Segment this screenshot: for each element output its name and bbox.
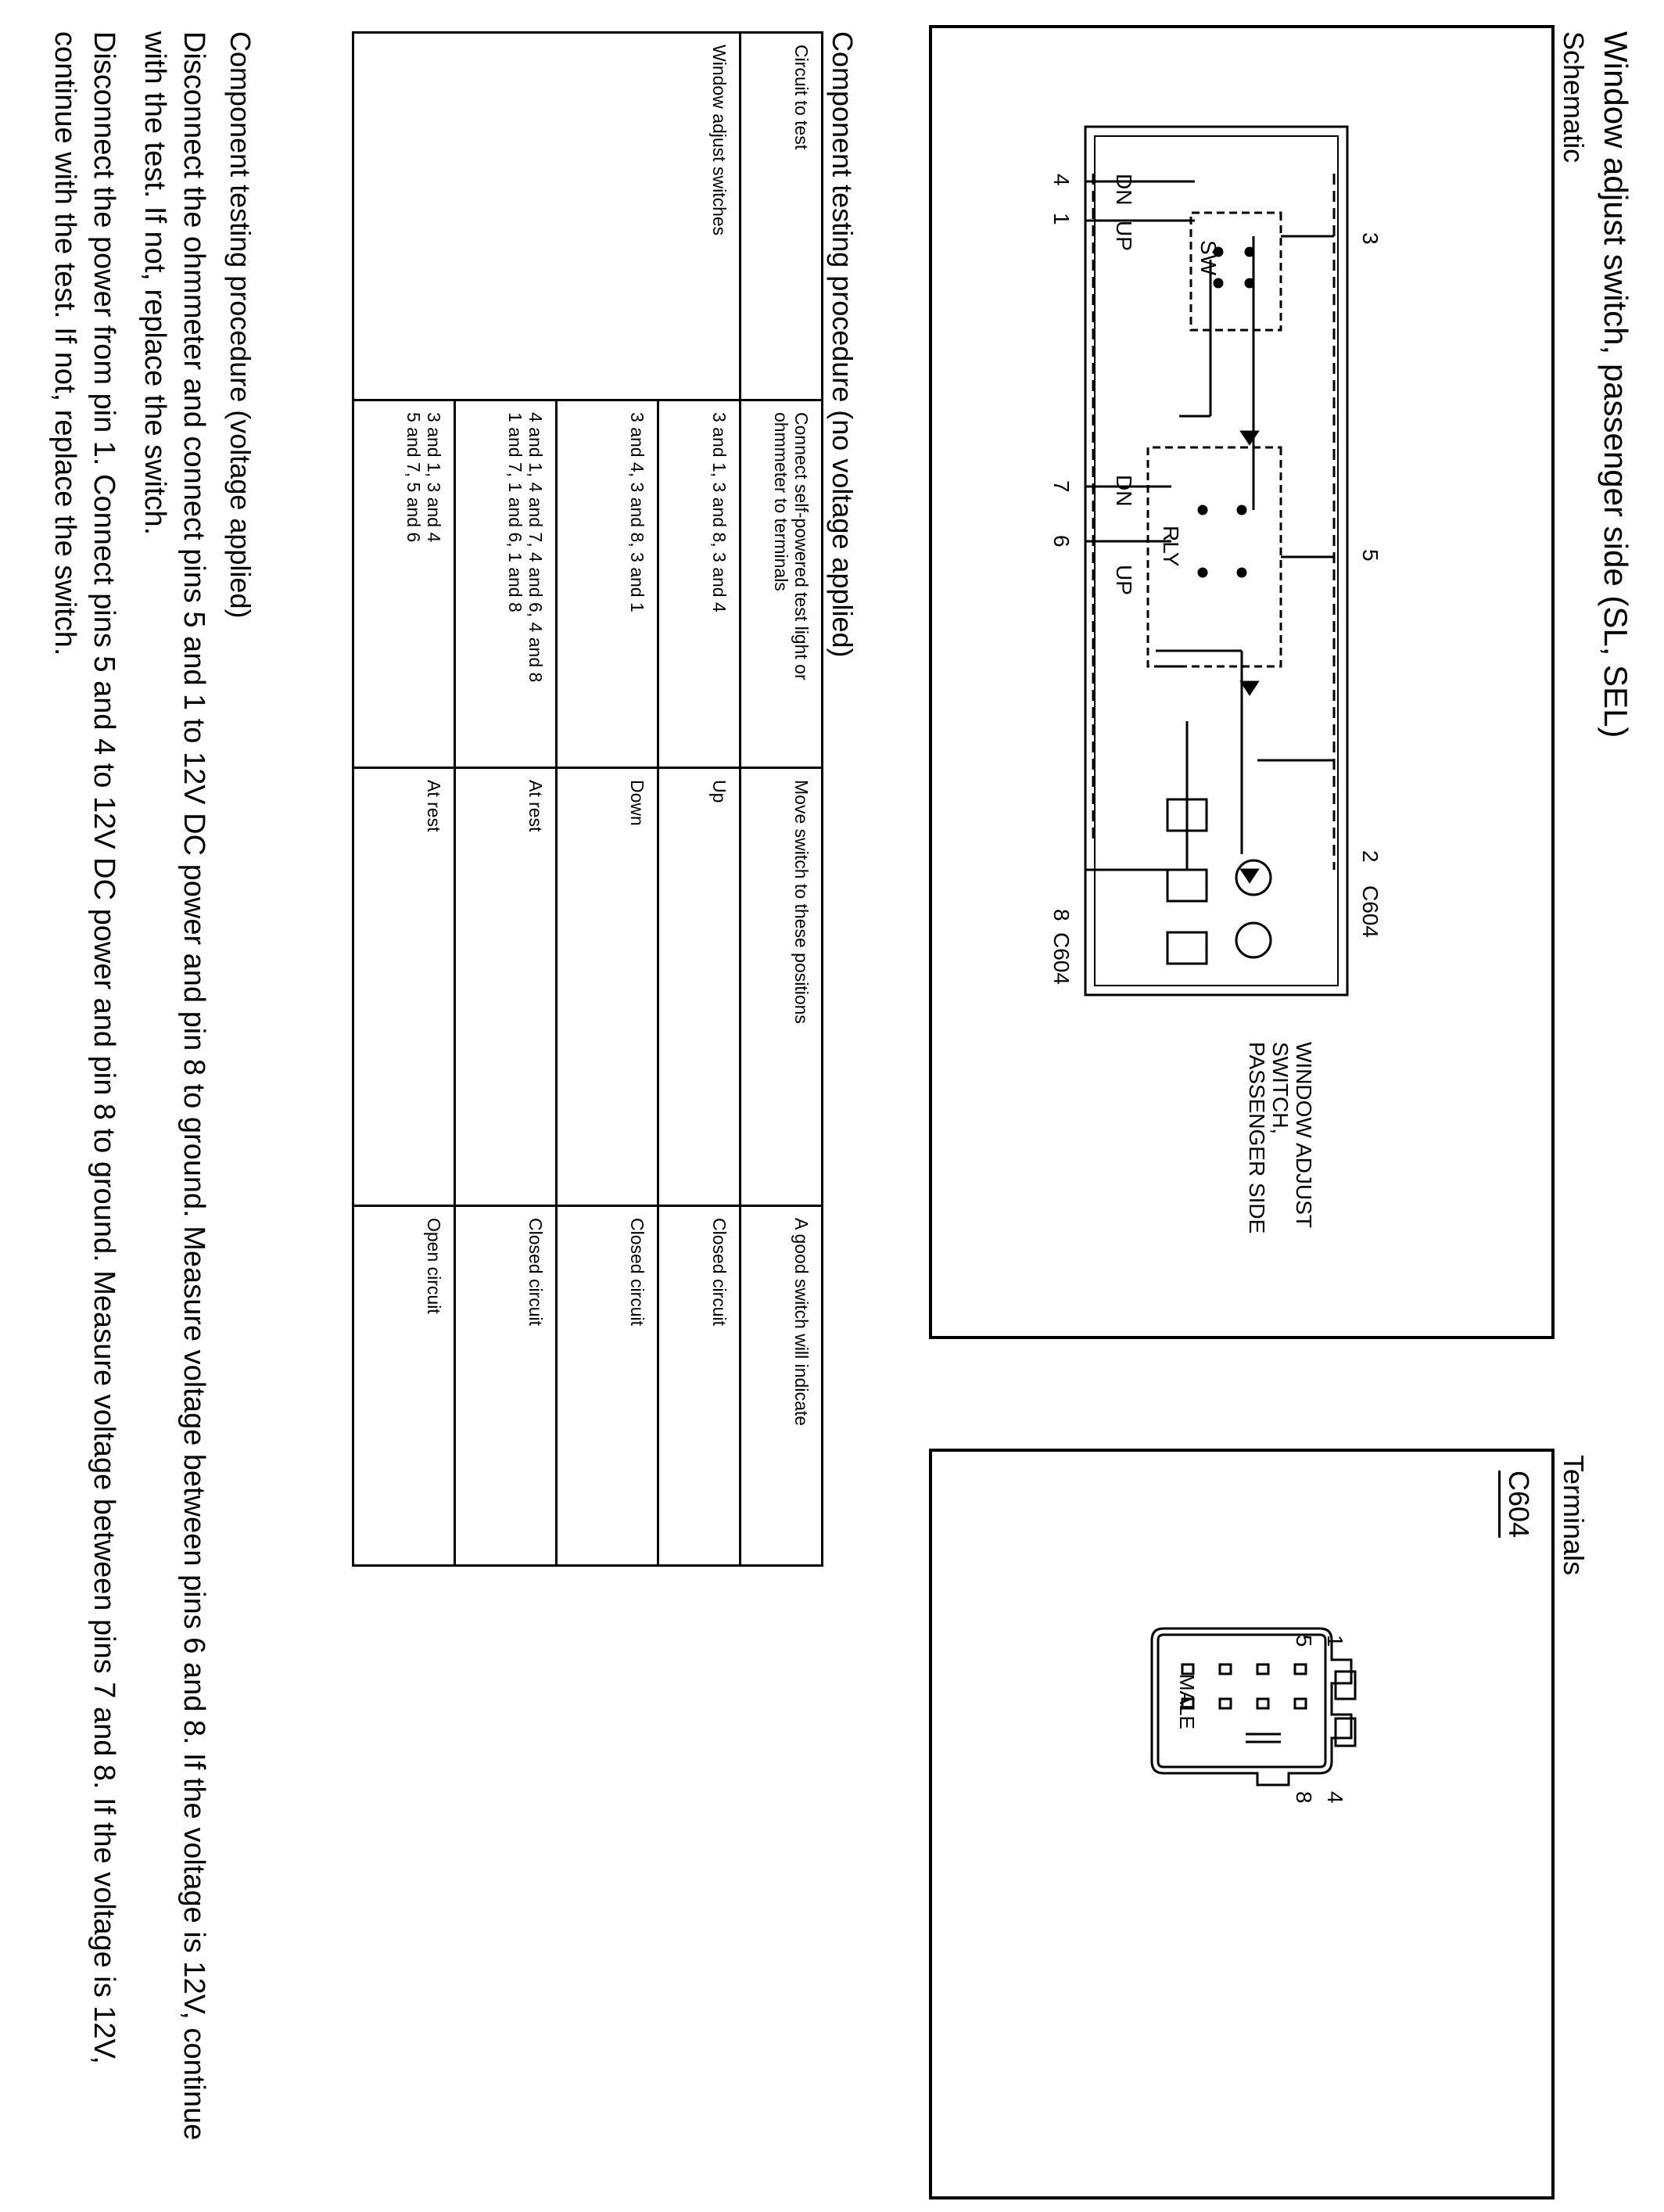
dn-label-2: DN	[1112, 475, 1136, 507]
table-heading: Component testing procedure (no voltage applied)	[827, 31, 859, 658]
table-cell-result: Closed circuit	[658, 1206, 741, 1566]
dn-label-1: DN	[1112, 174, 1136, 206]
up-label-2: UP	[1112, 565, 1136, 595]
c604-label-bottom: C604	[1049, 932, 1074, 985]
pin-4-label: 4	[1049, 174, 1074, 186]
schematic-caption-line-2: SWITCH,	[1268, 1042, 1293, 1135]
voltage-paragraph-1: Disconnect the ohmmeter and connect pins 5 and 1 to 12V DC power and pin 8 to ground. Measure voltage between pins 6 and 8. If the voltage is 12V, continue with the test. If not, replace the switch.	[138, 31, 210, 2141]
terminals-heading: Terminals	[1558, 1455, 1590, 1576]
component-test-table	[352, 31, 823, 1567]
schematic-heading: Schematic	[1558, 31, 1590, 163]
table-cell-result: Open circuit	[353, 1206, 455, 1566]
connector-diagram	[929, 1449, 1555, 2199]
sw-label: SW	[1196, 240, 1221, 276]
voltage-heading: Component testing procedure (voltage applied)	[224, 31, 256, 619]
pin-7-label: 7	[1049, 480, 1074, 493]
table-header-terminals: Connect self-powered test light or ohmmeter to terminals	[741, 400, 823, 768]
table-cell-result: Closed circuit	[455, 1206, 557, 1566]
table-cell-position: Up	[658, 768, 741, 1206]
table-cell-circuit: Window adjust switches	[353, 33, 741, 400]
table-header-row	[741, 33, 823, 1566]
pin-5-label: 5	[1358, 549, 1382, 562]
table-cell-terminals: 4 and 1, 4 and 7, 4 and 6, 4 and 8 1 and 7, 1 and 6, 1 and 8	[455, 400, 557, 768]
connector-id: C604	[1498, 1470, 1535, 1538]
schematic-caption-line-1: WINDOW ADJUST	[1292, 1042, 1316, 1228]
schematic-caption-line-3: PASSENGER SIDE	[1245, 1042, 1269, 1234]
rly-label: RLY	[1159, 526, 1183, 567]
connector-pin-1: 1	[1323, 1635, 1347, 1647]
table-header-indicate: A good switch will indicate	[741, 1206, 823, 1566]
page-title: Window adjust switch, passenger side (SL, SEL)	[1598, 31, 1634, 738]
pin-2-label: 2	[1358, 850, 1382, 863]
table-cell-position: At rest	[353, 768, 455, 1206]
pin-3-label: 3	[1358, 232, 1382, 245]
table-cell-position: Down	[557, 768, 658, 1206]
table-header-positions: Move switch to these positions	[741, 768, 823, 1206]
connector-pin-4: 4	[1323, 1791, 1347, 1804]
table-cell-terminals: 3 and 1, 3 and 4 5 and 7, 5 and 6	[353, 400, 455, 768]
connector-pin-5: 5	[1292, 1635, 1316, 1647]
table-row	[658, 33, 741, 1566]
c604-label-top: C604	[1358, 885, 1382, 938]
pin-8-label: 8	[1049, 909, 1074, 921]
table-header-circuit: Circuit to test	[741, 33, 823, 400]
table-cell-terminals: 3 and 1, 3 and 8, 3 and 4	[658, 400, 741, 768]
pin-6-label: 6	[1049, 535, 1074, 548]
pin-1-label: 1	[1049, 213, 1074, 225]
connector-pin-8: 8	[1292, 1791, 1316, 1804]
schematic-diagram	[929, 25, 1555, 1339]
up-label-1: UP	[1112, 221, 1136, 251]
table-cell-terminals: 3 and 4, 3 and 8, 3 and 1	[557, 400, 658, 768]
voltage-paragraph-2: Disconnect the power from pin 1. Connect pins 5 and 4 to 12V DC power and pin 8 to ground. Measure voltage between pins 7 and 8. If the voltage is 12V, continue with the test. If not, replace the switch.	[48, 31, 120, 2064]
connector-gender: MALE	[1175, 1674, 1199, 1729]
table-cell-position: At rest	[455, 768, 557, 1206]
table-cell-result: Closed circuit	[557, 1206, 658, 1566]
